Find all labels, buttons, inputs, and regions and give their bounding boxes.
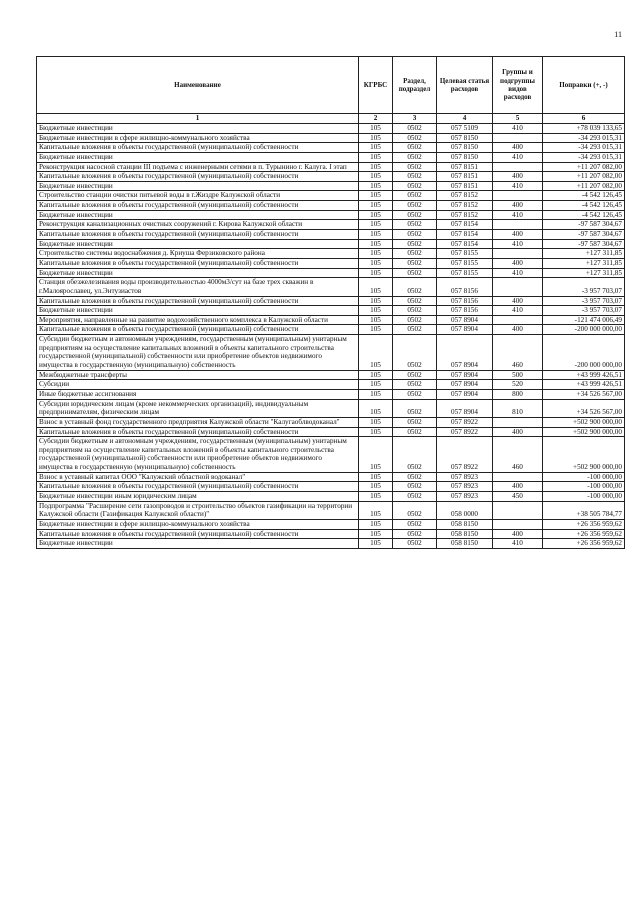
cell-tselevaya: 057 8151: [437, 181, 493, 191]
table-row: [37, 239, 625, 249]
cell-tselevaya: 057 8923: [437, 482, 493, 492]
cell-kgrbs: 105: [359, 172, 393, 182]
table-row: [37, 268, 625, 278]
table-row: [37, 220, 625, 230]
cell-vid: 400: [493, 143, 543, 153]
cell-amount: -3 957 703,07: [543, 306, 625, 316]
cell-name: Бюджетные инвестиции: [37, 152, 359, 162]
cell-kgrbs: 105: [359, 325, 393, 335]
cell-name: Капитальные вложения в объекты государственной (муниципальной) собственности: [37, 143, 359, 153]
table-row: [37, 389, 625, 399]
cell-razdel: 0502: [393, 210, 437, 220]
cell-vid: 400: [493, 325, 543, 335]
header-razdel: Раздел, подраздел: [393, 57, 437, 114]
cell-vid: 410: [493, 268, 543, 278]
cell-vid: [493, 249, 543, 259]
cell-razdel: 0502: [393, 220, 437, 230]
cell-tselevaya: 057 8150: [437, 152, 493, 162]
cell-razdel: 0502: [393, 191, 437, 201]
table-row: [37, 482, 625, 492]
table-row: [37, 427, 625, 437]
cell-kgrbs: 105: [359, 162, 393, 172]
cell-name: Взнос в уставный фонд государственного предприятия Калужской области "Калугаоблводоканал": [37, 417, 359, 427]
cell-amount: +43 999 426,51: [543, 380, 625, 390]
cell-tselevaya: 057 8152: [437, 210, 493, 220]
cell-name: Капитальные вложения в объекты государственной (муниципальной) собственности: [37, 230, 359, 240]
cell-razdel: 0502: [393, 427, 437, 437]
cell-amount: -3 957 703,07: [543, 278, 625, 296]
cell-kgrbs: 105: [359, 417, 393, 427]
header-gruppy: Группы и подгруппы видов расходов: [493, 57, 543, 114]
column-number: 6: [543, 114, 625, 124]
cell-kgrbs: 105: [359, 191, 393, 201]
column-number: 4: [437, 114, 493, 124]
cell-tselevaya: 057 8150: [437, 133, 493, 143]
table-row: [37, 306, 625, 316]
cell-amount: +11 207 082,00: [543, 181, 625, 191]
table-row: [37, 181, 625, 191]
cell-razdel: 0502: [393, 472, 437, 482]
cell-amount: +26 356 959,62: [543, 529, 625, 539]
table-row: [37, 417, 625, 427]
cell-amount: -4 542 126,45: [543, 191, 625, 201]
table-row: [37, 437, 625, 473]
cell-name: Капитальные вложения в объекты государственной (муниципальной) собственности: [37, 296, 359, 306]
cell-vid: 400: [493, 529, 543, 539]
cell-razdel: 0502: [393, 278, 437, 296]
cell-name: Бюджетные инвестиции иным юридическим лицам: [37, 491, 359, 501]
cell-amount: +127 311,85: [543, 268, 625, 278]
table-row: [37, 191, 625, 201]
cell-razdel: 0502: [393, 315, 437, 325]
cell-razdel: 0502: [393, 133, 437, 143]
cell-tselevaya: 057 8904: [437, 325, 493, 335]
cell-amount: -34 293 015,31: [543, 133, 625, 143]
column-number: 5: [493, 114, 543, 124]
cell-vid: [493, 191, 543, 201]
cell-kgrbs: 105: [359, 124, 393, 134]
cell-name: Подпрограмма "Расширение сети газопроводов и строительство объектов газификации на территории Калужской области (Газификация Калужской области)": [37, 501, 359, 519]
cell-amount: +43 999 426,51: [543, 370, 625, 380]
table-row: [37, 249, 625, 259]
cell-kgrbs: 105: [359, 427, 393, 437]
table-row: [37, 315, 625, 325]
cell-name: Межбюджетные трансферты: [37, 370, 359, 380]
cell-amount: -200 000 000,00: [543, 325, 625, 335]
cell-kgrbs: 105: [359, 501, 393, 519]
cell-name: Бюджетные инвестиции в сфере жилищно-коммунального хозяйства: [37, 519, 359, 529]
table-row: [37, 152, 625, 162]
cell-name: Иные бюджетные ассигнования: [37, 389, 359, 399]
column-number: 3: [393, 114, 437, 124]
cell-name: Капитальные вложения в объекты государственной (муниципальной) собственности: [37, 529, 359, 539]
cell-vid: 410: [493, 124, 543, 134]
table-row: [37, 162, 625, 172]
cell-kgrbs: 105: [359, 258, 393, 268]
cell-kgrbs: 105: [359, 143, 393, 153]
cell-vid: 400: [493, 201, 543, 211]
cell-tselevaya: 057 8922: [437, 437, 493, 473]
cell-name: Капитальные вложения в объекты государственной (муниципальной) собственности: [37, 258, 359, 268]
cell-razdel: 0502: [393, 268, 437, 278]
cell-razdel: 0502: [393, 258, 437, 268]
table-row: [37, 143, 625, 153]
table-row: [37, 201, 625, 211]
cell-tselevaya: 057 8154: [437, 239, 493, 249]
table-row: [37, 501, 625, 519]
cell-razdel: 0502: [393, 529, 437, 539]
cell-razdel: 0502: [393, 370, 437, 380]
cell-amount: +502 900 000,00: [543, 417, 625, 427]
cell-kgrbs: 105: [359, 181, 393, 191]
cell-amount: +78 039 133,65: [543, 124, 625, 134]
cell-tselevaya: 057 8922: [437, 417, 493, 427]
cell-amount: -100 000,00: [543, 472, 625, 482]
cell-name: Капитальные вложения в объекты государственной (муниципальной) собственности: [37, 201, 359, 211]
cell-amount: -97 587 304,67: [543, 220, 625, 230]
cell-kgrbs: 105: [359, 133, 393, 143]
cell-razdel: 0502: [393, 380, 437, 390]
cell-vid: 460: [493, 335, 543, 371]
cell-kgrbs: 105: [359, 370, 393, 380]
table-row: [37, 370, 625, 380]
cell-tselevaya: 057 8150: [437, 143, 493, 153]
cell-vid: 800: [493, 389, 543, 399]
cell-tselevaya: 057 8904: [437, 380, 493, 390]
cell-name: Субсидии: [37, 380, 359, 390]
cell-tselevaya: 057 8152: [437, 201, 493, 211]
cell-name: Капитальные вложения в объекты государственной (муниципальной) собственности: [37, 172, 359, 182]
table-row: [37, 133, 625, 143]
cell-amount: -97 587 304,67: [543, 230, 625, 240]
table-row: [37, 172, 625, 182]
cell-kgrbs: 105: [359, 482, 393, 492]
table-row: [37, 210, 625, 220]
cell-kgrbs: 105: [359, 472, 393, 482]
cell-tselevaya: 057 8156: [437, 296, 493, 306]
cell-tselevaya: 057 8904: [437, 399, 493, 417]
cell-vid: 400: [493, 230, 543, 240]
cell-kgrbs: 105: [359, 529, 393, 539]
cell-name: Реконструкция канализационных очистных сооружений г. Кирова Калужской области: [37, 220, 359, 230]
cell-kgrbs: 105: [359, 210, 393, 220]
cell-tselevaya: 057 8904: [437, 335, 493, 371]
budget-table: [36, 56, 625, 549]
cell-razdel: 0502: [393, 325, 437, 335]
column-number: 1: [37, 114, 359, 124]
cell-amount: +38 505 784,77: [543, 501, 625, 519]
cell-vid: [493, 315, 543, 325]
cell-tselevaya: 057 8922: [437, 427, 493, 437]
cell-vid: [493, 220, 543, 230]
cell-vid: [493, 501, 543, 519]
cell-amount: -4 542 126,45: [543, 210, 625, 220]
header-name: Наименование: [37, 57, 359, 114]
cell-tselevaya: 058 8150: [437, 529, 493, 539]
cell-name: Бюджетные инвестиции: [37, 124, 359, 134]
cell-amount: +34 526 567,00: [543, 399, 625, 417]
cell-tselevaya: 057 8151: [437, 172, 493, 182]
cell-vid: 400: [493, 427, 543, 437]
cell-name: Реконструкция насосной станции III подъема с инженерными сетями в п. Турынино г. Калуга. I этап: [37, 162, 359, 172]
cell-tselevaya: 057 8904: [437, 370, 493, 380]
cell-vid: 400: [493, 296, 543, 306]
cell-vid: 460: [493, 437, 543, 473]
cell-kgrbs: 105: [359, 315, 393, 325]
cell-vid: [493, 472, 543, 482]
table-row: [37, 519, 625, 529]
cell-name: Капитальные вложения в объекты государственной (муниципальной) собственности: [37, 427, 359, 437]
cell-razdel: 0502: [393, 306, 437, 316]
cell-kgrbs: 105: [359, 389, 393, 399]
cell-name: Бюджетные инвестиции: [37, 239, 359, 249]
cell-vid: 500: [493, 370, 543, 380]
cell-name: Капитальные вложения в объекты государственной (муниципальной) собственности: [37, 482, 359, 492]
cell-razdel: 0502: [393, 239, 437, 249]
cell-amount: +26 356 959,62: [543, 539, 625, 549]
table-header-row: [37, 57, 625, 114]
cell-kgrbs: 105: [359, 519, 393, 529]
cell-amount: -200 000 000,00: [543, 335, 625, 371]
cell-vid: 400: [493, 482, 543, 492]
cell-razdel: 0502: [393, 230, 437, 240]
cell-name: Капитальные вложения в объекты государственной (муниципальной) собственности: [37, 325, 359, 335]
cell-name: Строительство станции очистки питьевой воды в г.Жиздре Калужской области: [37, 191, 359, 201]
cell-tselevaya: 057 8151: [437, 162, 493, 172]
cell-vid: 410: [493, 181, 543, 191]
table-row: [37, 296, 625, 306]
cell-vid: [493, 133, 543, 143]
cell-tselevaya: 057 8155: [437, 249, 493, 259]
cell-vid: 810: [493, 399, 543, 417]
cell-name: Бюджетные инвестиции: [37, 268, 359, 278]
header-tselevaya: Целевая статья расходов: [437, 57, 493, 114]
cell-kgrbs: 105: [359, 437, 393, 473]
cell-tselevaya: 057 8923: [437, 491, 493, 501]
cell-kgrbs: 105: [359, 278, 393, 296]
table-row: [37, 491, 625, 501]
cell-name: Мероприятия, направленные на развитие водохозяйственного комплекса в Калужской области: [37, 315, 359, 325]
cell-amount: -4 542 126,45: [543, 201, 625, 211]
cell-amount: +127 311,85: [543, 258, 625, 268]
table-row: [37, 325, 625, 335]
cell-razdel: 0502: [393, 172, 437, 182]
column-number: 2: [359, 114, 393, 124]
cell-kgrbs: 105: [359, 539, 393, 549]
cell-kgrbs: 105: [359, 152, 393, 162]
cell-vid: 450: [493, 491, 543, 501]
cell-vid: 410: [493, 210, 543, 220]
cell-kgrbs: 105: [359, 380, 393, 390]
cell-name: Взнос в уставный капитал ООО "Калужский областной водоканал": [37, 472, 359, 482]
cell-name: Субсидии бюджетным и автономным учреждениям, государственным (муниципальным) унитарным предприятиям на осуществление капитальных вложений в объекты капитального строительства государственной (муниципальной) собственности или приобретение объектов недвижимого имущества в государственную (муниципальную) собственность: [37, 437, 359, 473]
table-row: [37, 472, 625, 482]
cell-amount: -121 474 006,49: [543, 315, 625, 325]
cell-razdel: 0502: [393, 417, 437, 427]
cell-vid: 520: [493, 380, 543, 390]
cell-razdel: 0502: [393, 501, 437, 519]
cell-razdel: 0502: [393, 162, 437, 172]
page-number: 11: [614, 30, 622, 39]
cell-vid: 400: [493, 258, 543, 268]
cell-tselevaya: 057 8154: [437, 220, 493, 230]
table-row: [37, 399, 625, 417]
cell-tselevaya: 057 8155: [437, 258, 493, 268]
header-popravki: Поправки (+, -): [543, 57, 625, 114]
cell-vid: 410: [493, 239, 543, 249]
cell-vid: [493, 417, 543, 427]
cell-name: Субсидии юридическим лицам (кроме некоммерческих организаций), индивидуальным предпринимателям, физическим лицам: [37, 399, 359, 417]
cell-name: Бюджетные инвестиции в сфере жилищно-коммунального хозяйства: [37, 133, 359, 143]
cell-razdel: 0502: [393, 335, 437, 371]
cell-amount: -34 293 015,31: [543, 143, 625, 153]
cell-kgrbs: 105: [359, 249, 393, 259]
cell-vid: [493, 162, 543, 172]
cell-vid: 410: [493, 152, 543, 162]
cell-name: Бюджетные инвестиции: [37, 210, 359, 220]
cell-vid: 410: [493, 306, 543, 316]
cell-tselevaya: 057 8154: [437, 230, 493, 240]
cell-tselevaya: 058 8150: [437, 539, 493, 549]
cell-kgrbs: 105: [359, 220, 393, 230]
header-kgrbs: КГРБС: [359, 57, 393, 114]
cell-razdel: 0502: [393, 482, 437, 492]
cell-razdel: 0502: [393, 181, 437, 191]
cell-kgrbs: 105: [359, 296, 393, 306]
cell-razdel: 0502: [393, 143, 437, 153]
table-row: [37, 278, 625, 296]
cell-tselevaya: 057 8156: [437, 278, 493, 296]
cell-amount: -100 000,00: [543, 482, 625, 492]
cell-amount: +26 356 959,62: [543, 519, 625, 529]
cell-amount: +502 900 000,00: [543, 437, 625, 473]
table-row: [37, 380, 625, 390]
cell-kgrbs: 105: [359, 239, 393, 249]
cell-kgrbs: 105: [359, 230, 393, 240]
cell-name: Станция обезжелезивания воды производительностью 4000м3/сут на базе трех скважин в г.Малоярославец, ул.Энтузиастов: [37, 278, 359, 296]
cell-amount: +502 900 000,00: [543, 427, 625, 437]
cell-tselevaya: 057 8156: [437, 306, 493, 316]
cell-kgrbs: 105: [359, 491, 393, 501]
cell-razdel: 0502: [393, 201, 437, 211]
table-row: [37, 230, 625, 240]
column-number-row: [37, 114, 625, 124]
cell-razdel: 0502: [393, 249, 437, 259]
table-row: [37, 258, 625, 268]
cell-tselevaya: 057 8904: [437, 315, 493, 325]
cell-tselevaya: 058 8150: [437, 519, 493, 529]
cell-tselevaya: 057 8904: [437, 389, 493, 399]
cell-razdel: 0502: [393, 437, 437, 473]
cell-razdel: 0502: [393, 519, 437, 529]
cell-tselevaya: 057 8155: [437, 268, 493, 278]
cell-amount: -100 000,00: [543, 491, 625, 501]
cell-kgrbs: 105: [359, 335, 393, 371]
cell-kgrbs: 105: [359, 306, 393, 316]
cell-kgrbs: 105: [359, 268, 393, 278]
cell-tselevaya: 058 0000: [437, 501, 493, 519]
cell-vid: 410: [493, 539, 543, 549]
cell-amount: +127 311,85: [543, 249, 625, 259]
cell-name: Строительство системы водоснабжения д. Криуша Ферзиковского района: [37, 249, 359, 259]
cell-razdel: 0502: [393, 296, 437, 306]
cell-name: Бюджетные инвестиции: [37, 539, 359, 549]
cell-razdel: 0502: [393, 491, 437, 501]
table-row: [37, 124, 625, 134]
cell-amount: +11 207 082,00: [543, 162, 625, 172]
cell-amount: +34 526 567,00: [543, 389, 625, 399]
cell-kgrbs: 105: [359, 399, 393, 417]
cell-razdel: 0502: [393, 152, 437, 162]
cell-vid: 400: [493, 172, 543, 182]
cell-name: Бюджетные инвестиции: [37, 306, 359, 316]
cell-amount: -97 587 304,67: [543, 239, 625, 249]
cell-tselevaya: 057 8923: [437, 472, 493, 482]
cell-razdel: 0502: [393, 399, 437, 417]
cell-amount: -3 957 703,07: [543, 296, 625, 306]
cell-tselevaya: 057 8152: [437, 191, 493, 201]
cell-tselevaya: 057 5109: [437, 124, 493, 134]
cell-amount: +11 207 082,00: [543, 172, 625, 182]
cell-razdel: 0502: [393, 124, 437, 134]
cell-vid: [493, 519, 543, 529]
table-row: [37, 529, 625, 539]
cell-razdel: 0502: [393, 539, 437, 549]
cell-amount: -34 293 015,31: [543, 152, 625, 162]
cell-name: Бюджетные инвестиции: [37, 181, 359, 191]
table-row: [37, 539, 625, 549]
table-row: [37, 335, 625, 371]
cell-kgrbs: 105: [359, 201, 393, 211]
cell-razdel: 0502: [393, 389, 437, 399]
cell-name: Субсидии бюджетным и автономным учреждениям, государственным (муниципальным) унитарным предприятиям на осуществление капитальных вложений в объекты капитального строительства государственной (муниципальной) собственности или приобретение объектов недвижимого имущества в государственную (муниципальную) собственность: [37, 335, 359, 371]
cell-vid: [493, 278, 543, 296]
